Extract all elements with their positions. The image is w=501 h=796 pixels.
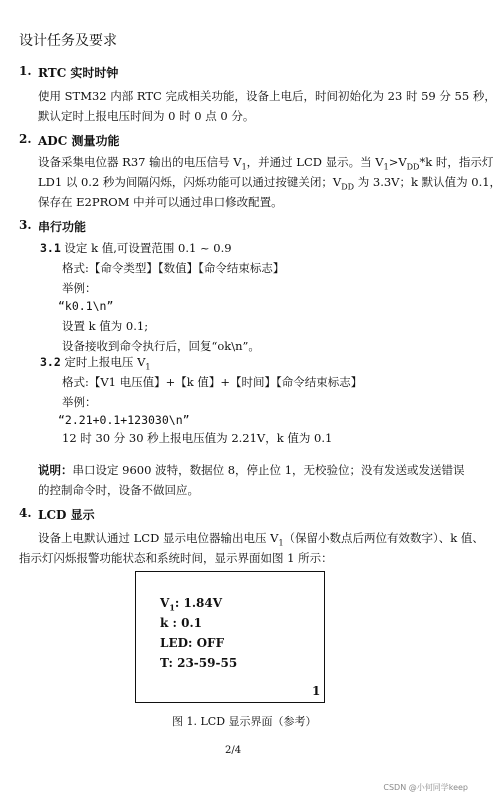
- section-3-heading: 串行功能: [38, 220, 87, 234]
- subsection-3-1-heading: 3.1 设定 k 值,可设置范围 0.1 ~ 0.9: [40, 241, 232, 255]
- note-line-2: 的控制命令时，设备不做回应。: [38, 483, 199, 497]
- section-2-number: 2.: [19, 132, 32, 146]
- section-1-number: 1.: [19, 64, 32, 78]
- page-title: 设计任务及要求: [19, 33, 117, 49]
- section-1-line-1: 使用 STM32 内部 RTC 完成相关功能，设备上电后，时间初始化为 23 时 59 分 55 秒，: [38, 89, 496, 103]
- section-1-line-2: 默认定时上报电压时间为 0 时 0 点 0 分。: [38, 109, 255, 123]
- subsection-3-2-format: 格式:【V1 电压值】+【k 值】+【时间】【命令结束标志】: [62, 375, 363, 389]
- section-2-line-1: 设备采集电位器 R37 输出的电压信号 $V_1$，并通过 LCD 显示。当 $V_1>V_{DD}*k$ 时，指示灯: [38, 155, 494, 172]
- section-4-heading: LCD 显示: [38, 508, 95, 522]
- lcd-time-line: T: 23-59-55: [160, 656, 238, 670]
- subsection-3-1-desc-1: 设置 k 值为 0.1;: [62, 319, 149, 333]
- subsection-3-1-example: “k0.1\n”: [58, 299, 114, 313]
- subsection-3-2-example: “2.21+0.1+123030\n”: [58, 413, 190, 427]
- lcd-k-line: k : 0.1: [160, 616, 202, 630]
- subsection-3-2-example-label: 举例：: [62, 395, 97, 409]
- lcd-page-number: 1: [312, 684, 321, 698]
- section-1-heading: RTC 实时时钟: [38, 66, 119, 80]
- lcd-display-figure: [135, 571, 325, 703]
- page-number: 2/4: [225, 745, 242, 756]
- subsection-3-1-desc-2: 设备接收到命令执行后，回复“ok\n”。: [62, 339, 260, 353]
- watermark: CSDN @小何同学keep: [383, 783, 468, 792]
- note-line-1: 说明：串口设定 9600 波特，数据位 8，停止位 1，无校验位；没有发送或发送错误: [38, 463, 465, 477]
- section-2-line-2: LD1 以 0.2 秒为间隔闪烁，闪烁功能可以通过按键关闭；$V_{DD}$ 为 3.3V；k 默认值为 0.1，: [38, 175, 501, 192]
- section-4-line-2: 指示灯闪烁报警功能状态和系统时间，显示界面如图 1 所示：: [19, 551, 333, 565]
- subsection-3-2-desc: 12 时 30 分 30 秒上报电压值为 2.21V，k 值为 0.1: [62, 431, 333, 445]
- section-2-line-3: 保存在 E2PROM 中并可以通过串口修改配置。: [38, 195, 283, 209]
- section-4-number: 4.: [19, 506, 32, 520]
- lcd-led-line: LED: OFF: [160, 636, 225, 650]
- section-3-number: 3.: [19, 218, 32, 232]
- lcd-voltage-line: $V_1$: 1.84V: [160, 596, 223, 613]
- section-2-heading: ADC 测量功能: [38, 134, 120, 148]
- subsection-3-1-example-label: 举例：: [62, 281, 97, 295]
- subsection-3-1-format: 格式:【命令类型】【数值】【命令结束标志】: [62, 261, 285, 275]
- figure-caption: 图 1. LCD 显示界面（参考）: [172, 715, 317, 728]
- subsection-3-2-heading: 3.2 定时上报电压 $V_1$: [40, 355, 151, 372]
- section-4-line-1: 设备上电默认通过 LCD 显示电位器输出电压 $V_1$（保留小数点后两位有效数字）、k 值、: [38, 531, 484, 548]
